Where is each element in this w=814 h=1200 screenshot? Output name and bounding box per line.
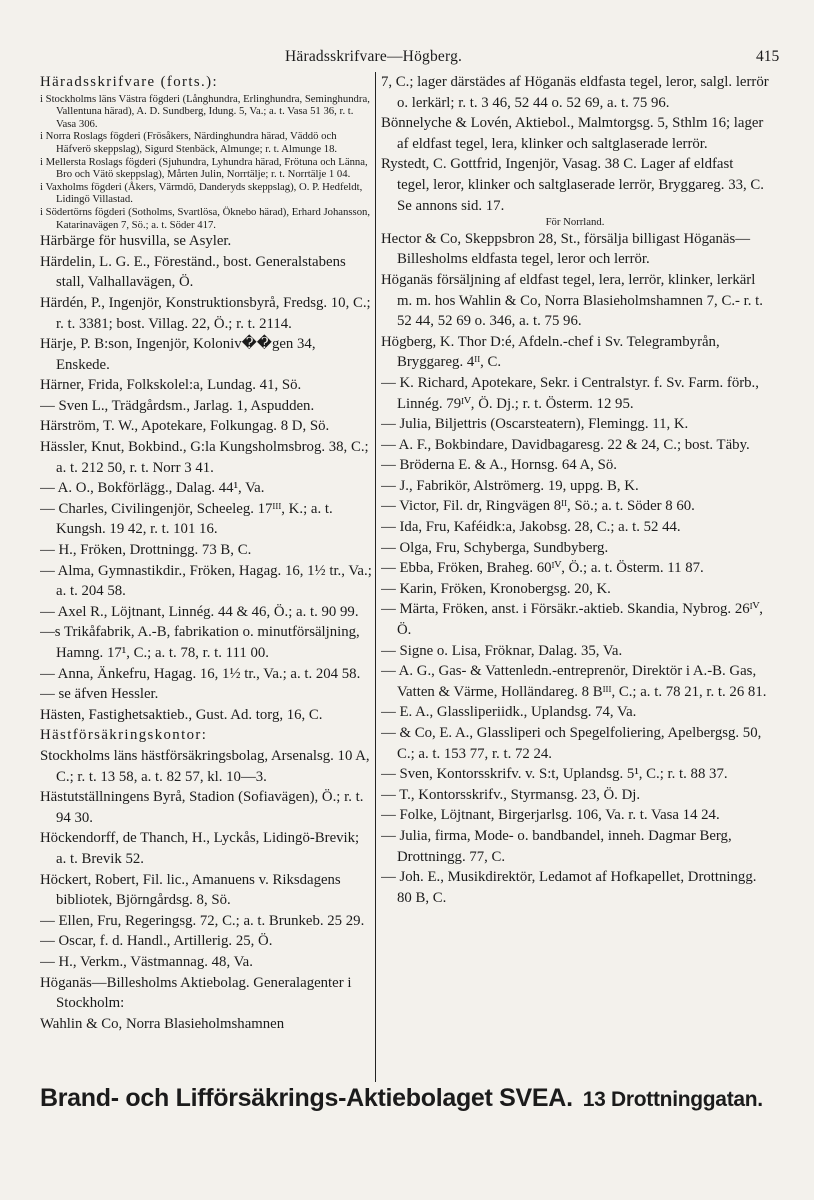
directory-entry: — A. O., Bokförlägg., Dalag. 44¹, Va. bbox=[40, 480, 265, 497]
directory-entry: — Sven, Kontorsskrifv. v. S:t, Uplandsg. 5¹, C.; r. t. 88 37. bbox=[381, 766, 728, 783]
directory-entry: Härner, Frida, Folkskolel:a, Lundag. 41, Sö. bbox=[40, 377, 302, 394]
directory-entry: — Märta, Fröken, anst. i Försäkr.-aktieb. Skandia, Nybrog. 26ᴵⱽ, Ö. bbox=[381, 601, 764, 639]
directory-entry: — Anna, Änkefru, Hagag. 16, 1½ tr., Va.; a. t. 204 58. bbox=[40, 665, 361, 682]
directory-entry: — Folke, Löjtnant, Birgerjarlsg. 106, Va. r. t. Vasa 14 24. bbox=[381, 807, 720, 824]
directory-entry: — Bröderna E. & A., Hornsg. 64 A, Sö. bbox=[381, 457, 617, 474]
directory-entry: — T., Kontorsskrifv., Styrmansg. 23, Ö. Dj. bbox=[381, 786, 641, 803]
directory-entry: Högberg, K. Thor D:é, Afdeln.-chef i Sv. Telegrambyrån, Bryggareg. 4ᴵᴵ, C. bbox=[381, 333, 720, 371]
directory-entry: i Stockholms läns Västra fögderi (Långhundra, Erlinghundra, Seminghundra, Vallentuna härad), A. D. Sundberg, Idung. 5, Va.; a. t. Vasa 51 36, r. t. Vasa 306. bbox=[40, 92, 370, 130]
directory-entry: 7, C.; lager därstädes af Höganäs eldfasta tegel, leror, salgl. lerrör o. lerkärl; r. t. 3 46, 52 44 o. 52 69, a. t. 75 96. bbox=[381, 74, 769, 111]
directory-entry: — K. Richard, Apotekare, Sekr. i Centralstyr. f. Sv. Farm. förb., Linnég. 79ᴵⱽ, Ö. Dj.; r. t. Österm. 12 95. bbox=[381, 374, 759, 412]
right-column bbox=[381, 72, 769, 1070]
directory-entry: — Alma, Gymnastikdir., Fröken, Hagag. 16, 1½ tr., Va.; a. t. 204 58. bbox=[40, 562, 372, 600]
directory-entry: — Signe o. Lisa, Fröknar, Dalag. 35, Va. bbox=[381, 642, 623, 659]
directory-entry: — Julia, Biljettris (Oscarsteatern), Flemingg. 11, K. bbox=[381, 416, 689, 433]
directory-entry: Härdén, P., Ingenjör, Konstruktionsbyrå, Fredsg. 10, C.; r. t. 3381; bost. Villag. 22, Ö.; r. t. 2114. bbox=[40, 294, 371, 332]
directory-entry: — H., Fröken, Drottningg. 73 B, C. bbox=[40, 542, 252, 559]
footer-advertisement bbox=[40, 1084, 770, 1124]
directory-entry: Härbärge för husvilla, se Asyler. bbox=[40, 233, 232, 250]
directory-entry: Hector & Co, Skeppsbron 28, St., försälja billigast Höganäs—Billesholms eldfasta tegel, leror och lerrör. bbox=[381, 230, 751, 268]
directory-entry: — J., Fabrikör, Alströmerg. 19, uppg. B, K. bbox=[381, 477, 639, 494]
running-title: Häradsskrifvare—Högberg. bbox=[285, 48, 463, 65]
footer-advert-address: 13 Drottninggatan. bbox=[582, 1088, 763, 1111]
directory-entry: Rystedt, C. Gottfrid, Ingenjör, Vasag. 38 C. Lager af eldfast tegel, leror, klinker och saltglaserade lerrör, Bryggareg. 33, C. Se annons sid. 17. bbox=[381, 156, 764, 214]
directory-entry: i Södertörns fögderi (Sotholms, Svartlösa, Öknebo härad), Erhard Johansson, Katarinavägen 7, Sö.; a. t. Söder 417. bbox=[40, 205, 371, 231]
directory-entry: — Sven L., Trädgårdsm., Jarlag. 1, Aspudden. bbox=[40, 397, 315, 414]
directory-entry: Wahlin & Co, Norra Blasieholmshamnen bbox=[40, 1015, 285, 1032]
directory-entry: Härström, T. W., Apotekare, Folkungag. 8 D, Sö. bbox=[40, 418, 330, 435]
directory-entry: Häradsskrifvare (forts.): bbox=[40, 74, 218, 90]
directory-entry: — Ellen, Fru, Regeringsg. 72, C.; a. t. Brunkeb. 25 29. bbox=[40, 912, 365, 929]
directory-entry: i Norra Roslags fögderi (Frösåkers, Närdinghundra härad, Väddö och Häfverö skeppslag), Sigurd Stenbäck, Almunge; r. t. Almunge 18. bbox=[40, 130, 338, 155]
directory-entry: Härdelin, L. G. E., Föreständ., bost. Generalstabens stall, Valhallavägen, Ö. bbox=[40, 253, 346, 291]
directory-entry: Stockholms läns hästförsäkringsbolag, Arsenalsg. 10 A, C.; r. t. 13 58, a. t. 82 57, kl. 10—3. bbox=[40, 747, 370, 785]
column-divider bbox=[375, 72, 376, 1082]
directory-entry: — Axel R., Löjtnant, Linnég. 44 & 46, Ö.; a. t. 90 99. bbox=[40, 603, 359, 620]
directory-entry: Hästförsäkringskontor: bbox=[40, 727, 208, 744]
directory-entry: Höganäs försäljning af eldfast tegel, lera, lerrör, klinker, lerkärl m. m. hos Wahlin & Co, Norra Blasieholmshamnen 7, C.- r. t. 52 44, 52 69 o. 346, a. t. 75 96. bbox=[381, 271, 763, 330]
directory-entry: — H., Verkm., Västmannag. 48, Va. bbox=[40, 953, 253, 970]
directory-entry: — Karin, Fröken, Kronobergsg. 20, K. bbox=[381, 580, 611, 597]
directory-entry: — Julia, firma, Mode- o. bandbandel, inneh. Dagmar Berg, Drottningg. 77, C. bbox=[381, 827, 732, 865]
directory-entry: — E. A., Glassliperiidk., Uplandsg. 74, Va. bbox=[381, 704, 637, 721]
directory-entry: Höckert, Robert, Fil. lic., Amanuens v. Riksdagens bibliotek, Björngårdsg. 8, Sö. bbox=[40, 871, 341, 909]
directory-entry: Hässler, Knut, Bokbind., G:la Kungsholmsbrog. 38, C.; a. t. 212 50, r. t. Norr 3 41. bbox=[40, 439, 369, 476]
directory-entry: — Victor, Fil. dr, Ringvägen 8ᴵᴵ, Sö.; a. t. Söder 8 60. bbox=[381, 498, 695, 515]
directory-entry: —s Trikåfabrik, A.-B, fabrikation o. minutförsäljning, Hamng. 17¹, C.; a. t. 78, r. t. 111 00. bbox=[40, 624, 360, 661]
directory-entry: i Mellersta Roslags fögderi (Sjuhundra, Lyhundra härad, Frötuna och Länna, Bro och Vätö skeppslag), Mårten Julin, Norrtälje; r. t. Norrtälje 1 04. bbox=[40, 155, 368, 181]
page-number: 415 bbox=[756, 48, 780, 65]
directory-entry: — Ebba, Fröken, Braheg. 60ᴵⱽ, Ö.; a. t. Österm. 11 87. bbox=[381, 560, 704, 577]
directory-entry: — Oscar, f. d. Handl., Artillerig. 25, Ö. bbox=[40, 933, 273, 950]
directory-entry: — A. F., Bokbindare, Davidbagaresg. 22 & 24, C.; bost. Täby. bbox=[381, 436, 750, 453]
directory-entry: Bönnelyche & Lovén, Aktiebol., Malmtorgsg. 5, Sthlm 16; lager af eldfast tegel, lera, klinker och saltglaserade lerrör. bbox=[381, 115, 764, 152]
directory-entry: — & Co, E. A., Glassliperi och Spegelfoliering, Apelbergsg. 50, C.; a. t. 153 77, r. t. 72 24. bbox=[381, 725, 762, 762]
directory-entry: — Olga, Fru, Schyberga, Sundbyberg. bbox=[381, 539, 609, 556]
directory-entry: Hästutställningens Byrå, Stadion (Sofiavägen), Ö.; r. t. 94 30. bbox=[40, 789, 364, 826]
directory-entry: — Charles, Civilingenjör, Scheeleg. 17ᴵᴵᴵ, K.; a. t. Kungsh. 19 42, r. t. 101 16. bbox=[40, 500, 333, 538]
directory-entry: Hästen, Fastighetsaktieb., Gust. Ad. torg, 16, C. bbox=[40, 706, 323, 723]
left-column bbox=[40, 72, 372, 1070]
directory-entry: — A. G., Gas- & Vattenledn.-entreprenör, Direktör i A.-B. Gas, Vatten & Värme, Holländareg. 8 Bᴵᴵᴵ, C.; a. t. 78 21, r. t. 26 81. bbox=[381, 663, 767, 700]
directory-entry: — Ida, Fru, Kaféidk:a, Jakobsg. 28, C.; a. t. 52 44. bbox=[381, 519, 681, 536]
page-header bbox=[0, 48, 814, 70]
directory-entry: Höganäs—Billesholms Aktiebolag. Generalagenter i Stockholm: bbox=[40, 974, 352, 1012]
directory-entry: — se äfven Hessler. bbox=[40, 686, 159, 703]
directory-entry: i Vaxholms fögderi (Åkers, Värmdö, Danderyds skeppslag), O. P. Hedfeldt, Lidingö Villastad. bbox=[40, 180, 363, 206]
directory-entry: Härje, P. B:son, Ingenjör, Koloniv��gen 34, Enskede. bbox=[40, 336, 316, 373]
directory-entry: — Joh. E., Musikdirektör, Ledamot af Hofkapellet, Drottningg. 80 B, C. bbox=[381, 869, 757, 906]
directory-entry: Höckendorff, de Thanch, H., Lyckås, Lidingö-Brevik; a. t. Brevik 52. bbox=[40, 830, 360, 867]
directory-entry: För Norrland. bbox=[545, 216, 605, 229]
footer-advert-text: Brand- och Lifförsäkrings-Aktiebolaget SVEA. bbox=[40, 1084, 573, 1112]
